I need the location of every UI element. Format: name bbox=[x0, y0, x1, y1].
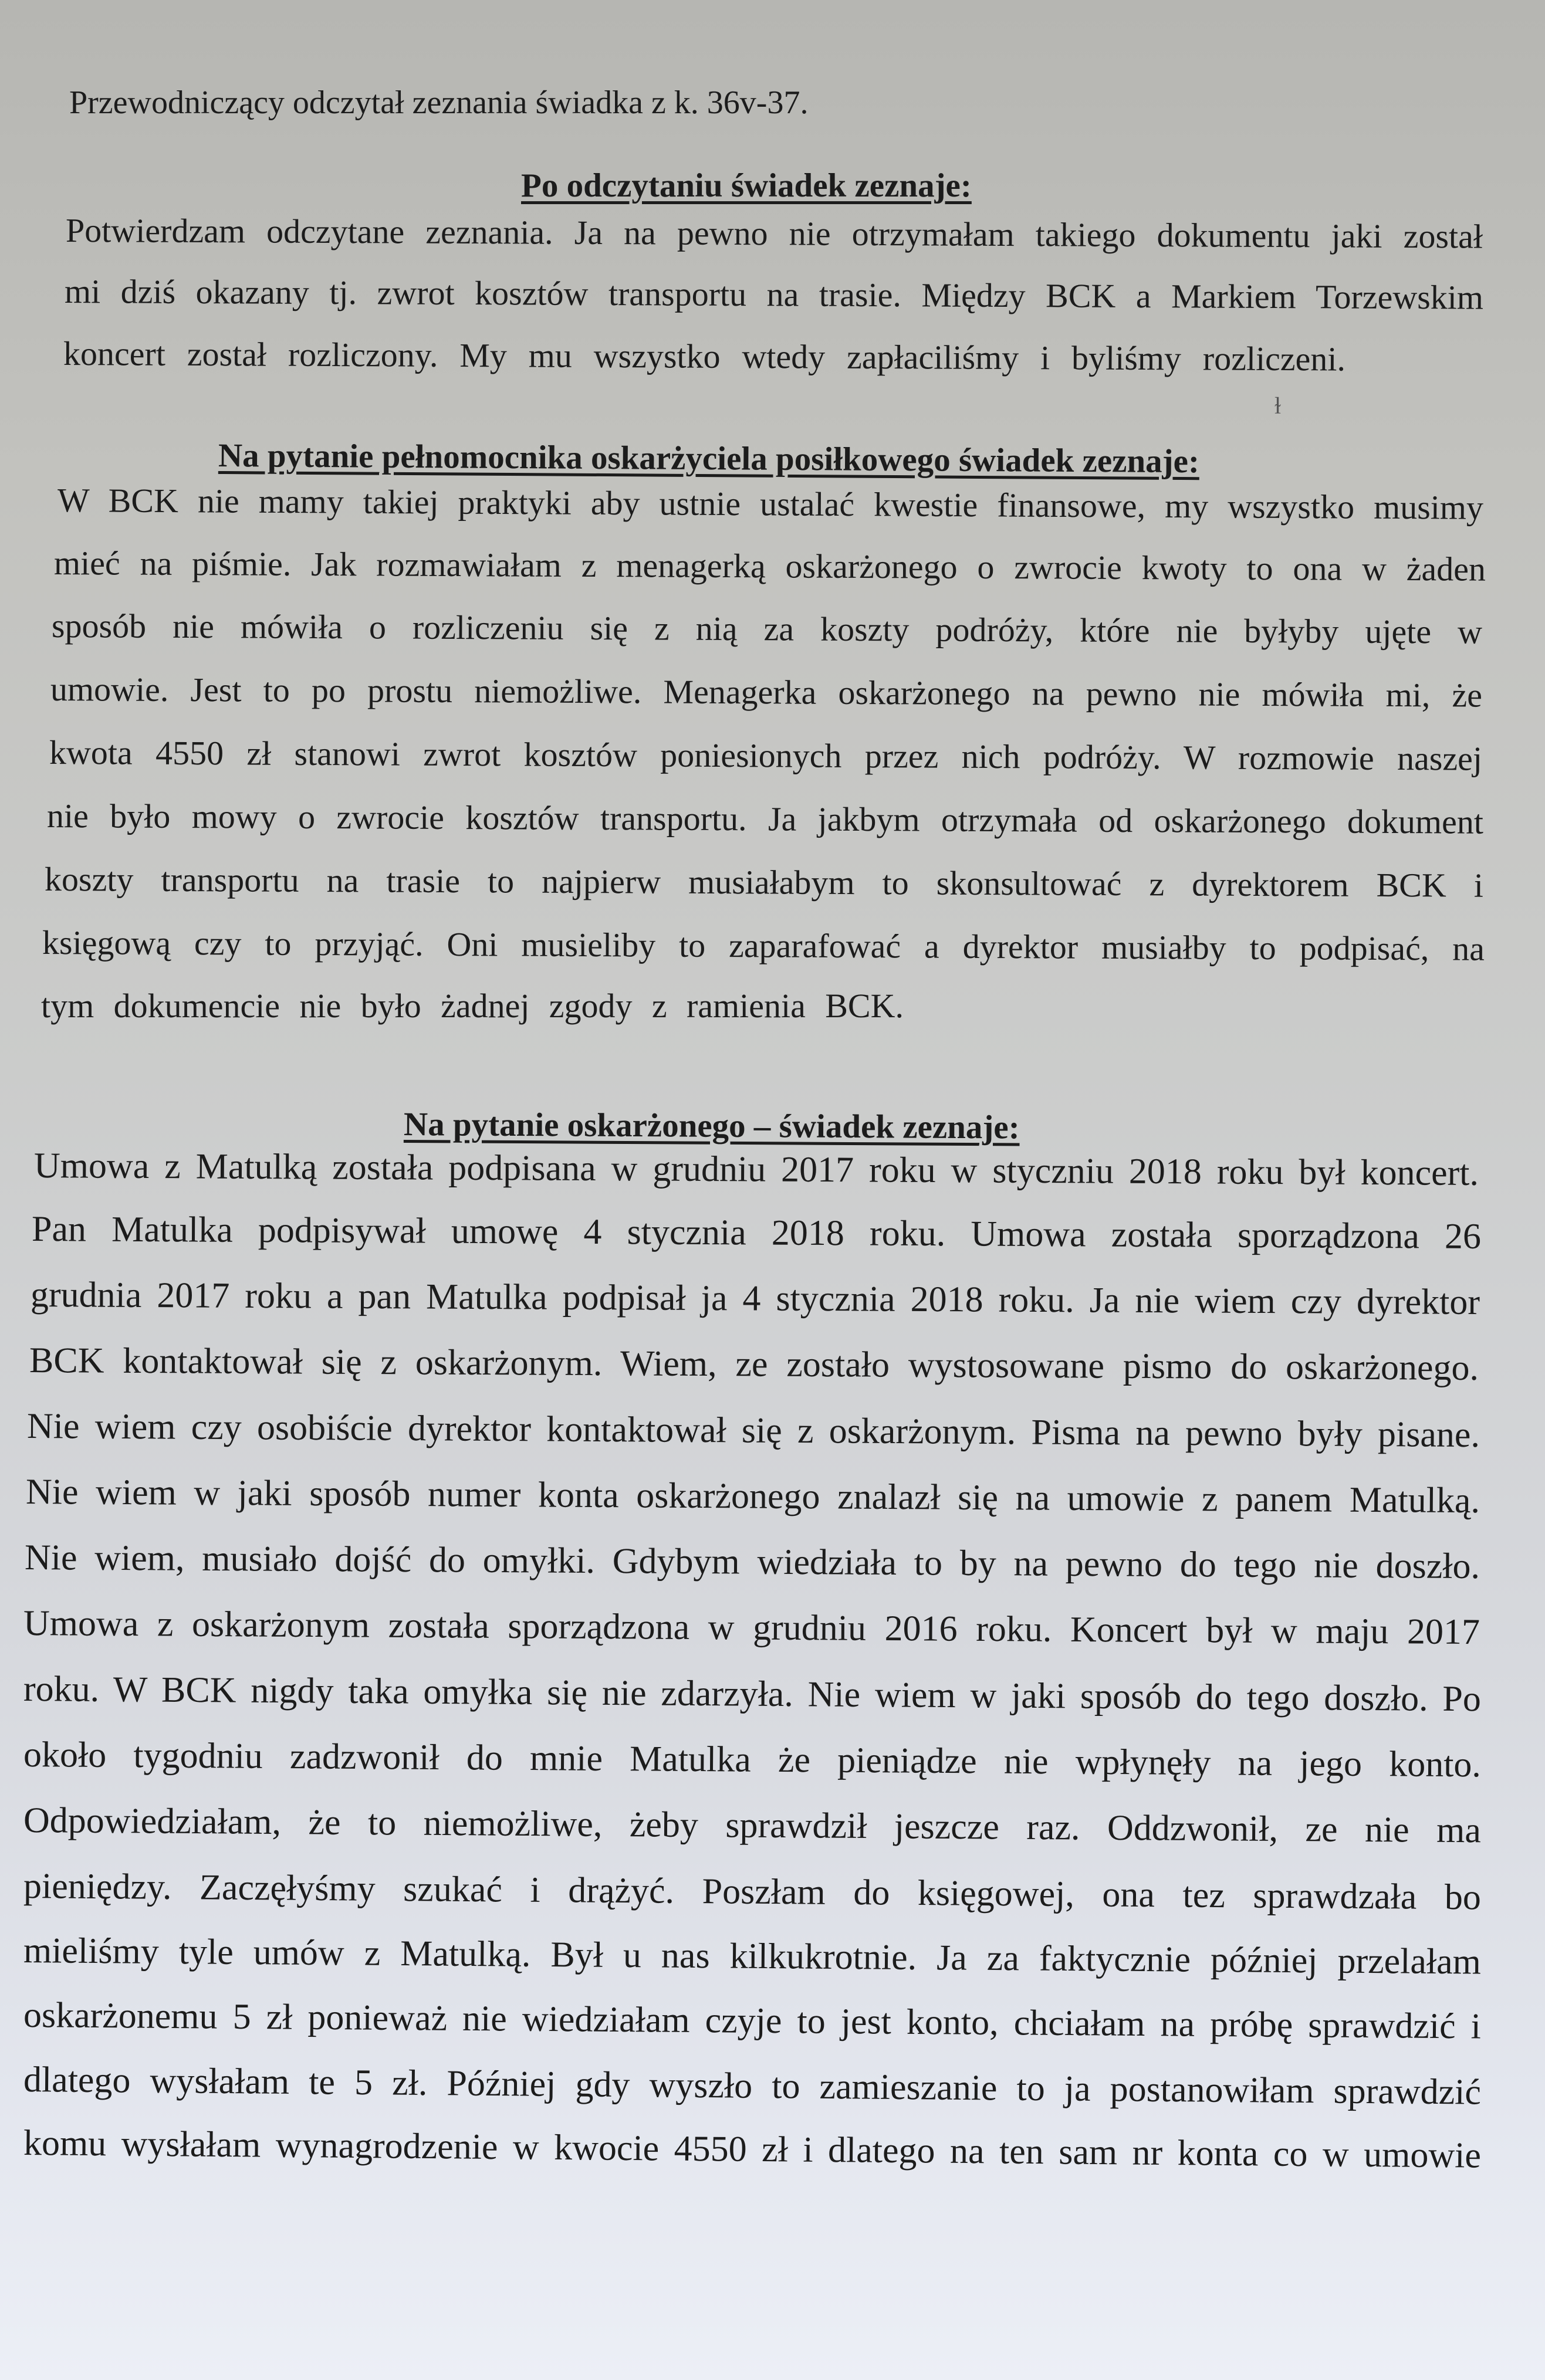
paragraph-line: dlatego wysłałam te 5 zł. Później gdy wyszło to zamieszanie to ja postanowiłam sprawdzić bbox=[23, 2060, 1482, 2112]
paragraph-line: tym dokumencie nie było żadnej zgody z ramienia BCK. bbox=[41, 987, 904, 1025]
section-heading-defendant-question: Na pytanie oskarżonego – świadek zeznaje: bbox=[403, 1106, 1020, 1146]
paragraph-line: roku. W BCK nigdy taka omyłka się nie zdarzyła. Nie wiem w jaki sposób do tego doszło. Po bbox=[23, 1669, 1482, 1719]
paragraph-line: W BCK nie mamy takiej praktyki aby ustnie ustalać kwestie finansowe, my wszystko musimy bbox=[57, 481, 1484, 527]
paragraph-line: BCK kontaktował się z oskarżonym. Wiem, ze zostało wystosowane pismo do oskarżonego. bbox=[29, 1340, 1479, 1388]
paragraph-line: mi dziś okazany tj. zwrot kosztów transportu na trasie. Między BCK a Markiem Torzewskim bbox=[64, 272, 1484, 317]
paragraph-line: Odpowiedziałam, że to niemożliwe, żeby sprawdził jeszcze raz. Oddzwonił, ze nie ma bbox=[23, 1800, 1482, 1851]
paragraph-line: oskarżonemu 5 zł ponieważ nie wiedziałam czyje to jest konto, chciałam na próbę sprawdzić i bbox=[23, 1995, 1482, 2047]
section-heading-prosecutor-question: Na pytanie pełnomocnika oskarżyciela posiłkowego świadek zeznaje: bbox=[218, 437, 1200, 480]
paragraph-line: komu wysłałam wynagrodzenie w kwocie 4550 zł i dlatego na ten sam nr konta co w umowie bbox=[23, 2123, 1482, 2176]
paragraph-line: koncert został rozliczony. My mu wszystko wtedy zapłaciliśmy i byliśmy rozliczeni. bbox=[63, 334, 1346, 378]
paragraph-line: Pan Matulka podpisywał umowę 4 stycznia 2018 roku. Umowa została sporządzona 26 bbox=[31, 1209, 1482, 1257]
paragraph-line: Potwierdzam odczytane zeznania. Ja na pewno nie otrzymałam takiego dokumentu jaki został bbox=[65, 211, 1483, 256]
paragraph-line: grudnia 2017 roku a pan Matulka podpisał ja 4 stycznia 2018 roku. Ja nie wiem czy dyrektor bbox=[30, 1275, 1480, 1322]
paragraph-line: Nie wiem w jaki sposób numer konta oskarżonego znalazł się na umowie z panem Matulką. bbox=[25, 1472, 1480, 1521]
paragraph-line: mieliśmy tyle umów z Matulką. Był u nas kilkukrotnie. Ja za faktycznie później przelałam bbox=[23, 1931, 1482, 1982]
paragraph-line: Umowa z oskarżonym została sporządzona w grudniu 2016 roku. Koncert był w maju 2017 bbox=[23, 1603, 1480, 1653]
paragraph-line: kwota 4550 zł stanowi zwrot kosztów poniesionych przez nich podróży. W rozmowie naszej bbox=[49, 733, 1483, 778]
paragraph-line: księgową czy to przyjąć. Oni musieliby to zaparafować a dyrektor musiałby to podpisać, na bbox=[42, 923, 1485, 968]
paragraph-line: umowie. Jest to po prostu niemożliwe. Menagerka oskarżonego na pewno nie mówiła mi, że bbox=[50, 670, 1483, 715]
paragraph-line: sposób nie mówiła o rozliczeniu się z nią za koszty podróży, które nie byłyby ujęte w bbox=[51, 607, 1483, 651]
paragraph-line: koszty transportu na trasie to najpierw musiałabym to skonsultować z dyrektorem BCK i bbox=[44, 860, 1484, 905]
paragraph-line: około tygodniu zadzwonił do mnie Matulka że pieniądze nie wpłynęły na jego konto. bbox=[23, 1735, 1482, 1785]
stray-pen-mark: ɫ bbox=[1274, 392, 1282, 419]
paragraph-line: Umowa z Matulką została podpisana w grudniu 2017 roku w styczniu 2018 roku był koncert. bbox=[33, 1146, 1479, 1193]
paragraph-line: pieniędzy. Zaczęłyśmy szukać i drążyć. Poszłam do księgowej, ona tez sprawdzała bo bbox=[23, 1866, 1482, 1918]
paragraph-line: Nie wiem czy osobiście dyrektor kontaktował się z oskarżonym. Pisma na pewno były pisane. bbox=[26, 1406, 1480, 1455]
intro-line: Przewodniczący odczytał zeznania świadka z k. 36v-37. bbox=[69, 84, 809, 121]
paragraph-line: nie było mowy o zwrocie kosztów transportu. Ja jakbym otrzymała od oskarżonego dokument bbox=[46, 797, 1484, 841]
section-heading-after-reading: Po odczytaniu świadek zeznaje: bbox=[521, 167, 972, 204]
paragraph-line: Nie wiem, musiało dojść do omyłki. Gdybym wiedziała to by na pewno do tego nie doszło. bbox=[24, 1538, 1480, 1587]
paragraph-line: mieć na piśmie. Jak rozmawiałam z menagerką oskarżonego o zwrocie kwoty to ona w żaden bbox=[53, 544, 1486, 588]
